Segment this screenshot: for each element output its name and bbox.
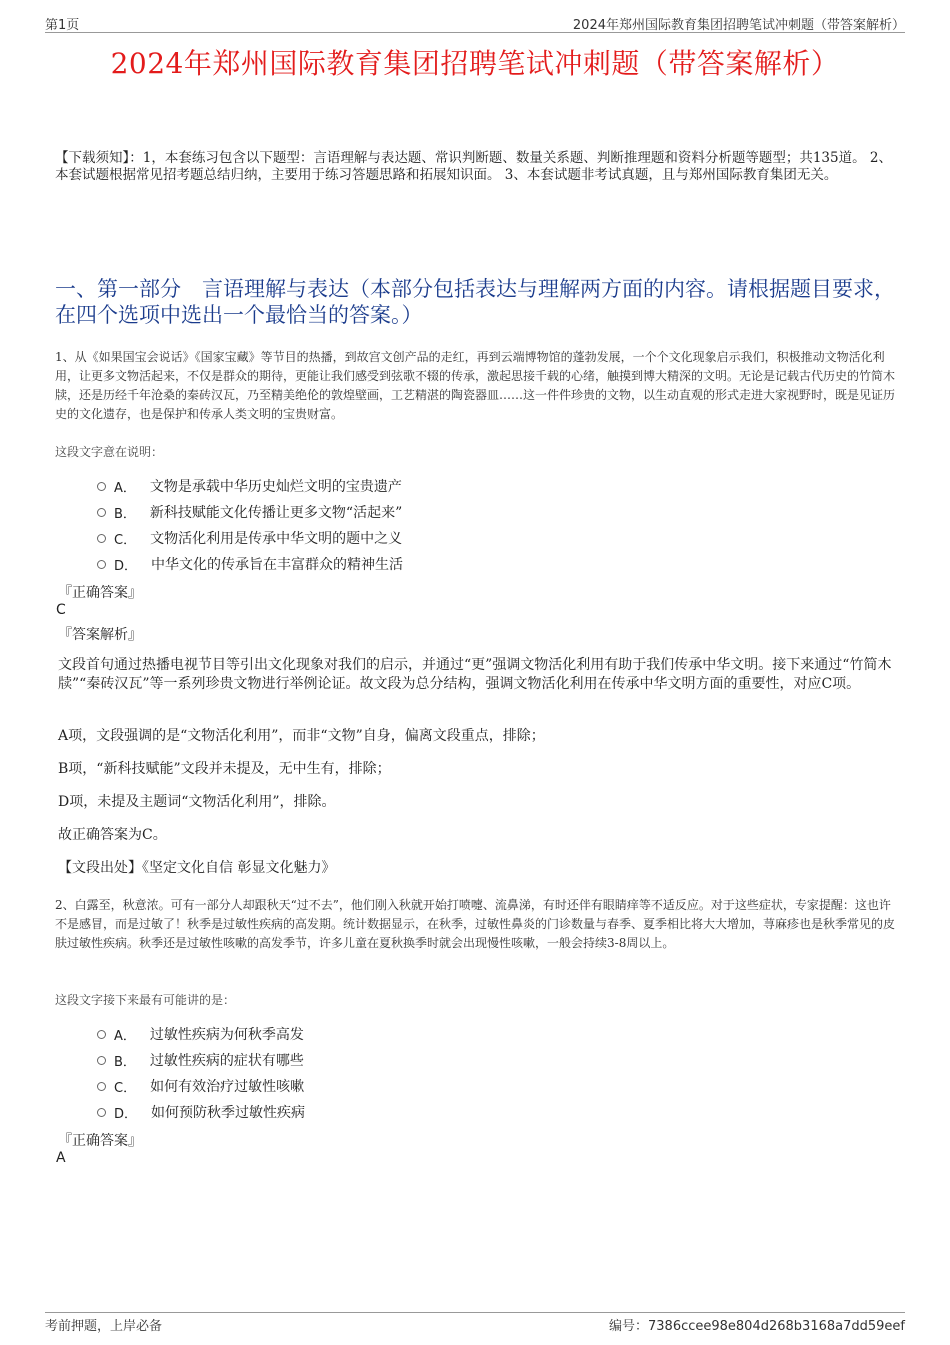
- page-header: [45, 12, 905, 33]
- footer-slogan: 考前押题，上岸必备: [45, 1319, 163, 1334]
- header-doc-title: 2024年郑州国际教育集团招聘笔试冲刺题（带答案解析）: [572, 18, 905, 33]
- radio-icon[interactable]: [97, 534, 106, 543]
- question-1-stem: 1、从《如果国宝会说话》《国家宝藏》等节目的热播，到故宫文创产品的走红，再到云端博物馆的蓬勃发展，一个个文化现象启示我们，积极推动文物活化利用，让更多文物活起来，不仅是群众的期待，更能让我们感受到弦歌不辍的传承，激起思接千载的心绪，触摸到博大精深的文明。无论是记载古代历史的竹简木牍，还是历经千年沧桑的秦砖汉瓦，乃至精美绝伦的敦煌壁画，工艺精湛的陶瓷器皿……这一件件珍贵的文物，以生动直观的形式走进大家视野时，既是见证历史的文化遗存，也是保护和传承人类文明的宝贵财富。: [55, 350, 896, 421]
- analysis-paragraph: A项，文段强调的是“文物活化利用”，而非“文物”自身，偏离文段重点，排除；: [58, 728, 545, 744]
- question-1-option-b[interactable]: B． 新科技赋能文化传播让更多文物“活起来”: [97, 501, 402, 523]
- question-2-option-b[interactable]: B． 过敏性疾病的症状有哪些: [97, 1049, 304, 1071]
- question-2-prompt: 这段文字接下来最有可能讲的是：: [55, 993, 236, 1007]
- question-1-option-d[interactable]: D． 中华文化的传承旨在丰富群众的精神生活: [97, 553, 403, 575]
- page-footer: [45, 1312, 905, 1333]
- question-1-answer: C: [56, 602, 66, 618]
- question-2-option-a[interactable]: A． 过敏性疾病为何秋季高发: [97, 1023, 304, 1045]
- radio-icon[interactable]: [97, 560, 106, 569]
- radio-icon[interactable]: [97, 1030, 106, 1039]
- question-2-option-c[interactable]: C． 如何有效治疗过敏性咳嗽: [97, 1075, 304, 1097]
- analysis-source: 【文段出处】《坚定文化自信 彰显文化魅力》: [58, 860, 336, 876]
- question-2-option-d[interactable]: D． 如何预防秋季过敏性疾病: [97, 1101, 305, 1123]
- radio-icon[interactable]: [97, 482, 106, 491]
- page-number: 第1页: [45, 18, 80, 33]
- analysis-paragraph: 故正确答案为C。: [58, 827, 167, 843]
- document-title: 2024年郑州国际教育集团招聘笔试冲刺题（带答案解析）: [110, 47, 840, 80]
- analysis-paragraph: B项，“新科技赋能”文段并未提及，无中生有，排除；: [58, 761, 391, 777]
- question-1-analysis-label: 『答案解析』: [58, 627, 142, 643]
- radio-icon[interactable]: [97, 1082, 106, 1091]
- footer-code: 编号：7386ccee98e804d268b3168a7dd59eef: [608, 1319, 905, 1334]
- analysis-paragraph: D项，未提及主题词“文物活化利用”，排除。: [58, 794, 336, 810]
- section-heading: 一、第一部分 言语理解与表达（本部分包括表达与理解两方面的内容。请根据题目要求，在四个选项中选出一个最恰当的答案。）: [55, 277, 895, 327]
- question-1-option-c[interactable]: C． 文物活化利用是传承中华文明的题中之义: [97, 527, 402, 549]
- question-1-option-a[interactable]: A． 文物是承载中华历史灿烂文明的宝贵遗产: [97, 475, 402, 497]
- question-2-answer-label: 『正确答案』: [58, 1133, 142, 1149]
- analysis-paragraph: 文段首句通过热播电视节目等引出文化现象对我们的启示，并通过“更”强调文物活化利用有助于我们传承中华文明。接下来通过“竹简木牍”“秦砖汉瓦”等一系列珍贵文物进行举例论证。故文段为总分结构，强调文物活化利用在传承中华文明方面的重要性，对应C项。: [58, 657, 892, 692]
- question-2-stem: 2、白露至，秋意浓。可有一部分人却跟秋天“过不去”，他们刚入秋就开始打喷嚏、流鼻涕，有时还伴有眼睛痒等不适反应。对于这些症状，专家提醒：这也许不是感冒，而是过敏了！秋季是过敏性疾病的高发期。统计数据显示，在秋季，过敏性鼻炎的门诊数量与春季、夏季相比将大大增加，荨麻疹也是秋季常见的皮肤过敏性疾病。秋季还是过敏性咳嗽的高发季节，许多儿童在夏秋换季时就会出现慢性咳嗽，一般会持续3-8周以上。: [55, 898, 896, 950]
- radio-icon[interactable]: [97, 508, 106, 517]
- question-1-answer-label: 『正确答案』: [58, 585, 142, 601]
- question-1-prompt: 这段文字意在说明：: [55, 445, 164, 459]
- radio-icon[interactable]: [97, 1056, 106, 1065]
- radio-icon[interactable]: [97, 1108, 106, 1117]
- question-2-answer: A: [56, 1150, 66, 1166]
- download-notice: 【下载须知】：1，本套练习包含以下题型：言语理解与表达题、常识判断题、数量关系题、判断推理题和资料分析题等题型；共135道。 2、本套试题根据常见招考题总结归纳，主要用于练习答题思路和拓展知识面。 3、本套试题非考试真题，且与郑州国际教育集团无关。: [55, 150, 892, 183]
